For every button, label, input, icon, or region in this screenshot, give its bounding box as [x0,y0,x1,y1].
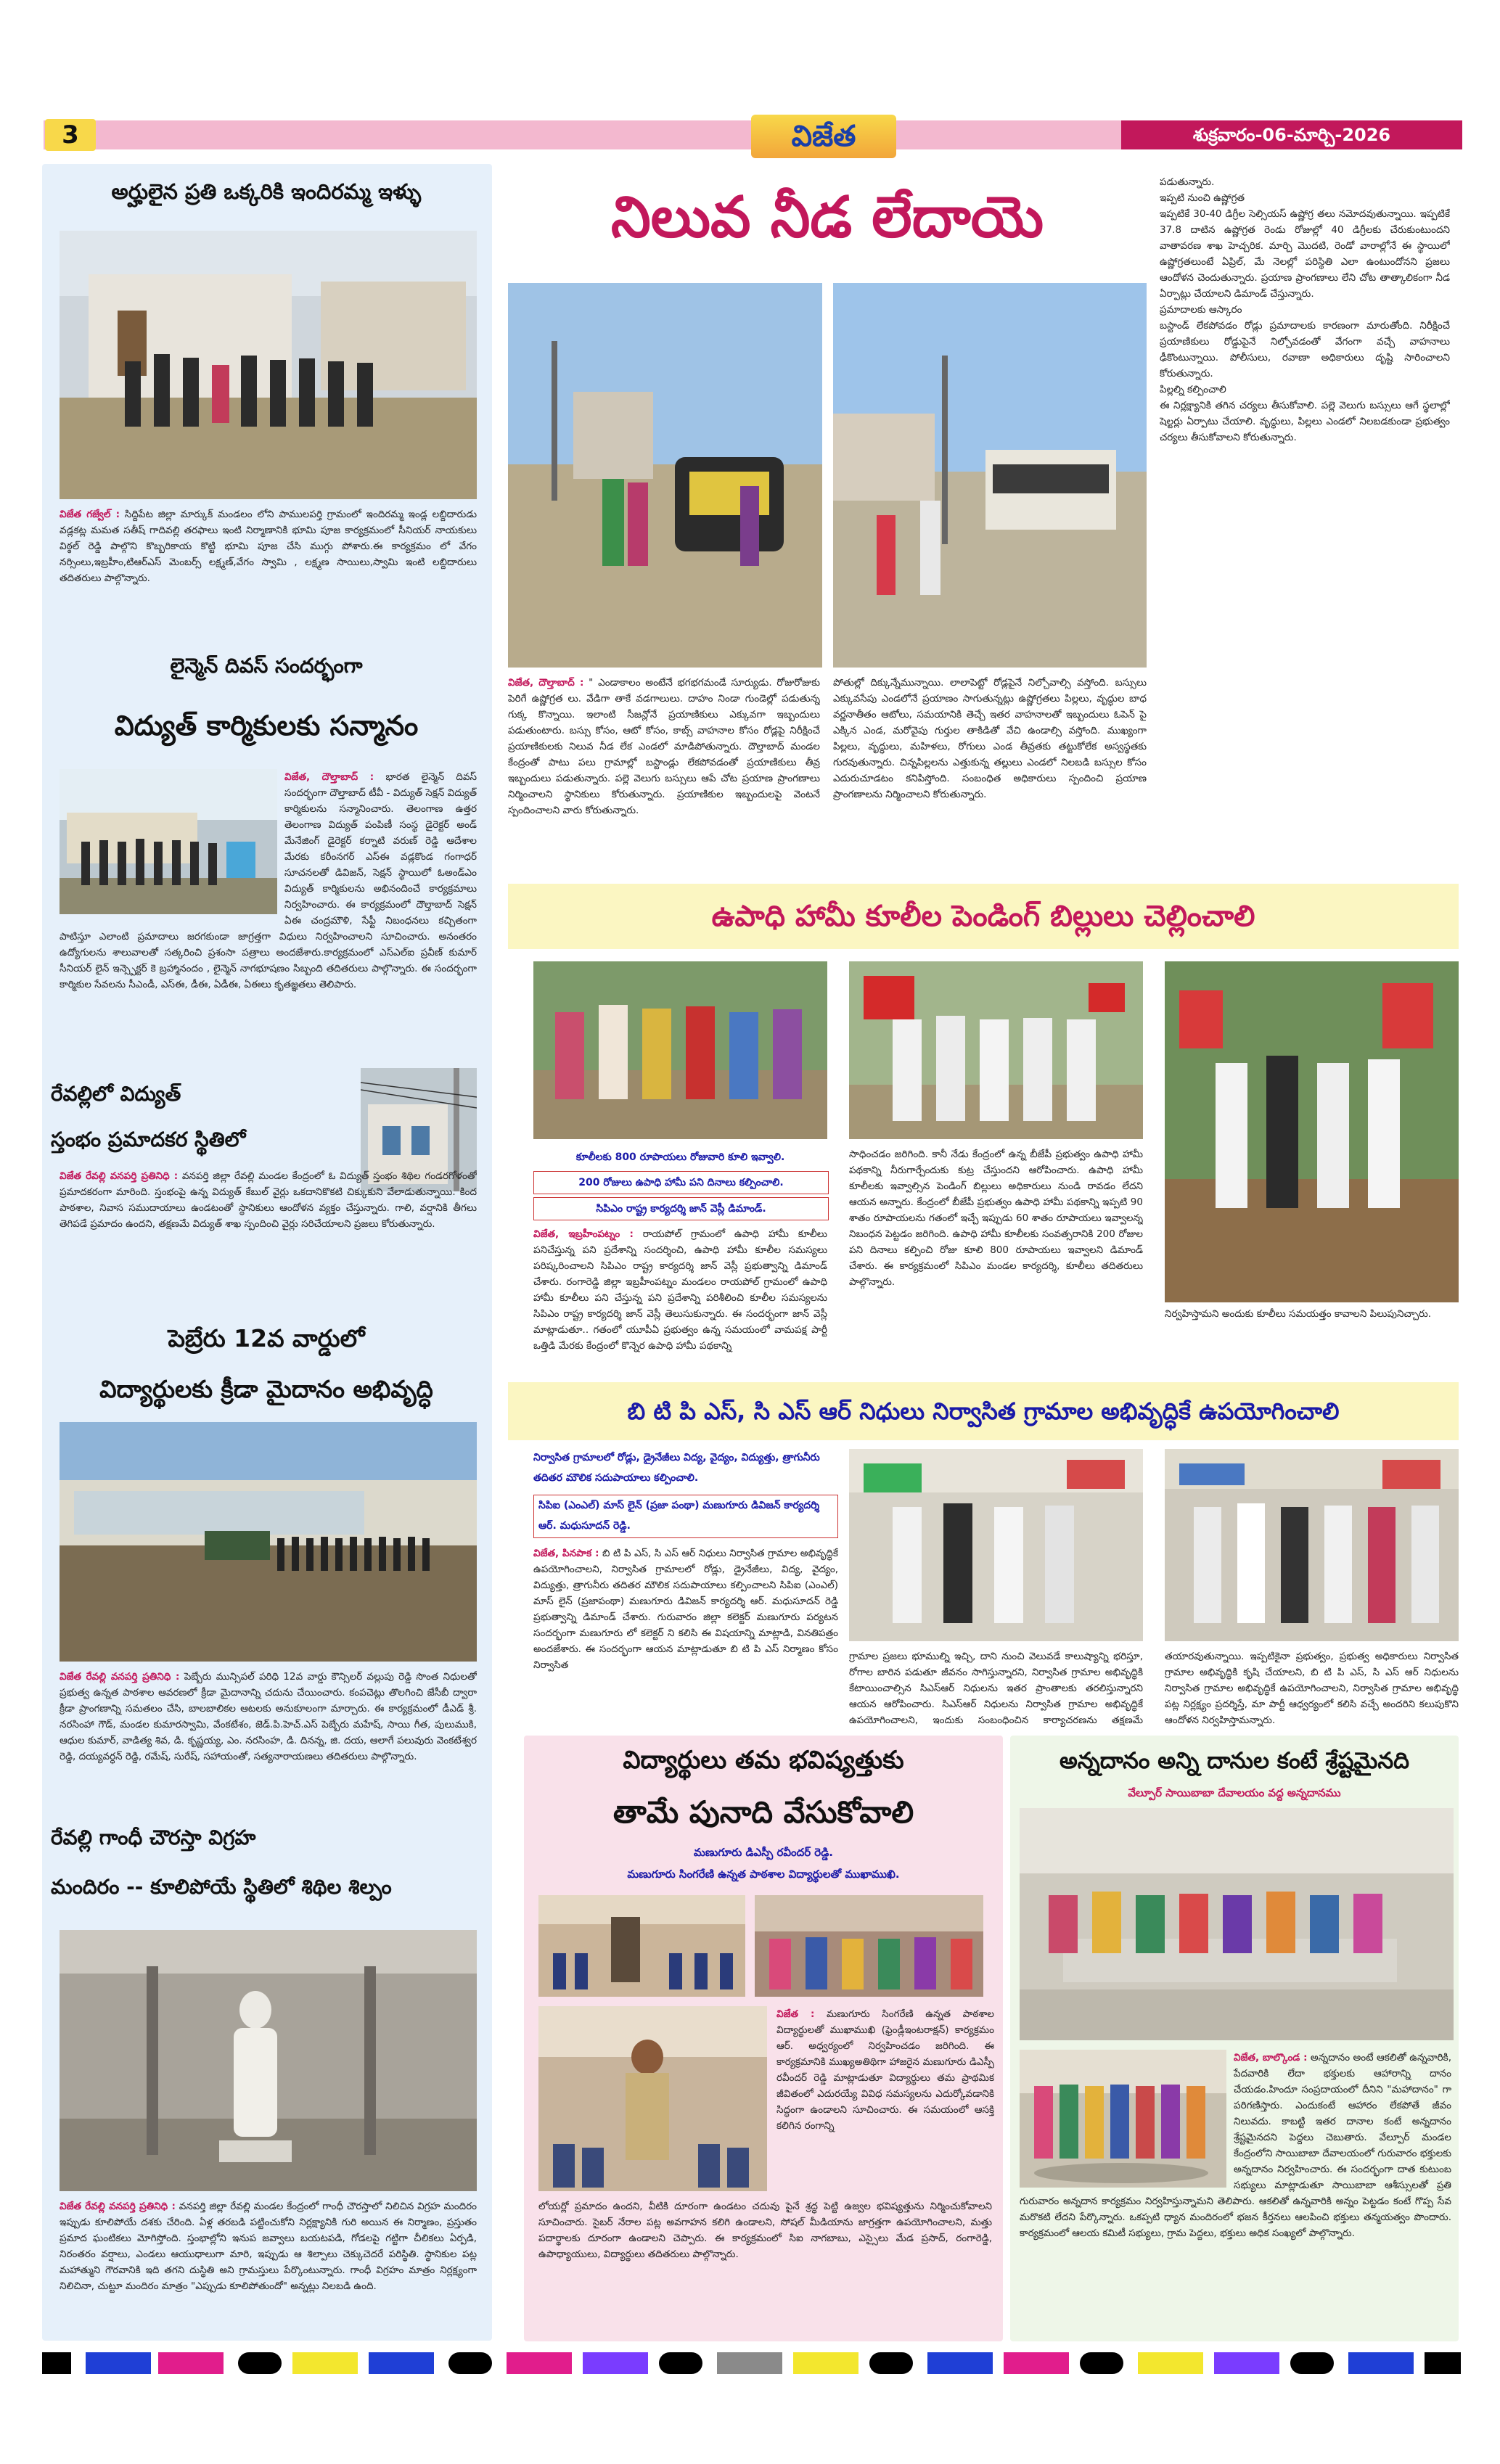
story3-body [60,1168,477,1313]
logo-text: విజేత [791,120,856,153]
upadhi-banner [508,884,1459,949]
lead-col3: పడుతున్నారు. ఇప్పటి నుంచి ఉష్ణోగ్రత ఇప్పటికే 30-40 డిగ్రీల సెల్సియస్ ఉష్ణోగ్ర తలు నమోదవుతున్నాయి. ఇప్పటికే 37.8 దాటిన ఉష్ణోగ్రత రెండు రోజుల్లో 40 డిగ్రీలకు చేరుకుంటుందని వాతావరణ శాఖ హెచ్చరిక. మార్చి మొదటి, రెండో వారాల్లోనే ఈ స్థాయిలో ఉష్ణోగ్రతలుంటే ఏప్రిల్, మే నెలల్లో పరిస్థితి ఎలా ఉంటుందోనని ప్రజలు ఆందోళన చెందుతున్నారు. ప్రయాణ ప్రాంగణాలు లేని చోట తాత్కాలికంగా నీడ ఏర్పాట్లు చేయాలని డిమాండ్ చేస్తున్నారు. ప్రమాదాలకు ఆస్కారం బస్టాండ్ లేకపోవడం రోడ్లు ప్రమాదాలకు కారణంగా మారుతోంది. నిరీక్షించే ప్రయాణికులు రోడ్డుపైనే నిల్చోవడంతో వేగంగా వచ్చే వాహనాలు ఢీకొంటున్నాయి. పోలీసులు, రవాణా అధికారులు దృష్టి సారించాలని కోరుతున్నారు. పిల్లల్ని కల్పించాలి ఈ నిర్లక్ష్యానికి తగిన చర్యలు తీసుకోవాలి. పల్లె వెలుగు బస్సులు ఆగే స్థలాల్లో షెల్టర్లు ఏర్పాటు చేయాలి. వృద్ధులు, పిల్లలు ఎండలో నిలబడకుండా ప్రభుత్వం చర్యలు తీసుకోవాలని కోరుతున్నారు. [1160,176,1450,443]
upadhi-col1 [533,1226,827,1368]
upadhi-col1-text: రాయపోల్ గ్రామంలో ఉపాధి హామీ కూలీలు పనిచేస్తున్న పని ప్రదేశాన్ని సందర్శించి, ఉపాధి హామీ కూలీల సమస్యలు పరిష్కరించాలని సిపిఎం రాష్ట్ర కార్యదర్శి జాన్ వెస్లీ ప్రభుత్వాన్ని డిమాండ్ చేశారు. రంగారెడ్డి జిల్లా ఇబ్రహీంపట్నం మండలం రాయపోల్ గ్రామంలో ఉపాధి హామీ కూలీలు పని చేస్తున్న పని ప్రదేశాన్ని పరిశీలించి కూలీల సమస్యలను సిపిఎం రాష్ట్ర కార్యదర్శి జాన్ వెస్లీ తెలుసుకున్నారు. ఈ సందర్భంగా జాన్ వెస్లీ మాట్లాడుతూ.. గతంలో యూపీఏ ప్రభుత్వం ఉన్న సమయంలో వామపక్ష పార్టీ ఒత్తిడి మేరకు కేంద్రంలో కొన్నెర ఉపాధి హామీ పథకాన్ని [533,1228,827,1352]
annadanam-body [1020,2050,1451,2336]
story5-headline-1: రేవల్లి గాంధీ చౌరస్తా విగ్రహ [51,1826,256,1849]
students-bottom: లోయర్లో ప్రమాదం ఉందని, వీటికి దూరంగా ఉండటం చదువు పైనే శ్రద్ధ పెట్టి ఉజ్వల భవిష్యత్తును నిర్మించుకోవాలని సూచించారు. సైబర్ నేరాల పట్ల అవగాహన కలిగి ఉండాలని, సోషల్ మీడియాను జాగ్రత్తగా ఉపయోగించాలని, మత్తు పదార్థాలకు దూరంగా ఉండాలని చెప్పారు. ఈ కార్యక్రమంలో సిఐ నాగబాబు, ఎస్సైలు మేడ ప్రసాద్, రంగారెడ్డి, ఉపాధ్యాయులు, విద్యార్థులు తదితరులు పాల్గొన్నారు. [538,2201,992,2260]
story4-text: పెబ్బేరు మున్సిపల్ పరిధి 12వ వార్డు కౌన్సిలర్ వల్లుపు రెడ్డి సొంత నిధులతో ప్రభుత్వ ఉన్నత పాఠశాల ఆవరణలో క్రీడా మైదానాన్ని చదును చేయించారు. కంపచెట్లు తొలగించి జేసీబీ ద్వారా క్రీడా ప్రాంగణాన్ని సమతలం చేసి, బాలబాలికల ఆటలకు అనుకూలంగా మార్చారు. ఈ కార్యక్రమంలో డీఎడ్ శ్రీ. నరసింహా గౌడ్, మండల కుమారస్వామి, వేంకటేశం, జెడ్.పి.హెచ్.ఎస్ పెబ్బేరు మహేష్, సాయి గీత, పులుముకి, ఆధుల కుమార్, వాడిత్య శివ, డి. కృష్ణయ్య, ఎం. నరసింహ, డి. దినన్న, జి. దయ, ఆలాగే పలువురు వెంకటేశ్వర రెడ్డి, దయ్యవర్ధన్ రెడ్డి, రమేష్, సురేష్, సహాయంతో, సత్యనారాయణలు తదితరులు పాల్గొన్నారు. [60,1671,477,1762]
students-photo-1 [538,1895,745,1997]
annadanam-dateline: విజేత, బాల్కొండ : [1234,2052,1308,2063]
story5-photo [60,1930,477,2191]
lead-photo-2 [833,283,1147,668]
masthead-logo [751,115,896,158]
students-sub-1: మణుగూరు డిఎస్పీ రవీందర్ రెడ్డి. [693,1846,834,1859]
story4-headline-1: పెబ్రేరు 12వ వార్డులో [168,1324,365,1352]
story2-text: భారత లైన్మెన్ దివస్ సందర్భంగా దౌల్తాబాద్ టీవీ - విద్యుత్ సెక్షన్ విద్యుత్ కార్మికులను సన్మానించారు. తెలంగాణ ఉత్తర తెలంగాణ విద్యుత్ పంపిణీ సంస్థ డైరెక్టర్ అండ్ మేనేజింగ్ డైరెక్టర్ కర్నాటి వరుణ్ రెడ్డి ఆదేశాల మేరకు కరీంనగర్ ఎస్ఈ వడ్లకొండ గంగాధర్ సూచనలతో డివిజన్, సెక్షన్ స్థాయిలో ఓఅండ్ఎం విద్యుత్ కార్మికులను అభినందించే కార్యక్రమాలు నిర్వహించారు. ఈ కార్యక్రమంలో దౌల్తాబాద్ సెక్షన్ ఏఈ చంద్రమౌళి, సేఫ్టీ నిబంధనలు కచ్చితంగా పాటిస్తూ ఎలాంటి ప్రమాదాలు జరగకుండా జాగ్రత్తగా విధులు నిర్వహించాలని సూచించారు. అనంతరం ఉద్యోగులను శాలువాలతో సత్కరించి ప్రశంసా పత్రాలు అందజేశారు.కార్యక్రమంలో ఎస్ఎల్ఐ ప్రవీణ్ కుమార్ సీనియర్ లైన్ ఇన్స్పెక్టర్ కె బ్రహ్మానందం , లైన్మెన్ నాగభూషణం సిబ్బంది తదితరులు పాల్గొన్నారు. ఈ సందర్భంగా కార్మికుల సేవలను సీఎండీ, ఎస్ఈ, డీఈ, ఏడీఈ, ఏఈలు కృతజ్ఞతలు తెలిపారు. [60,771,477,990]
lead-photo-1 [508,283,822,668]
story4-body [60,1669,477,1814]
story2-headline-2: విద్యుత్ కార్మికులకు సన్మానం [114,710,419,742]
story2-photo-spacer [60,769,284,918]
upadhi-photo-2 [849,961,1143,1139]
lead-col1-text: " ఎండాకాలం అంటేనే భగభగమండే సూర్యుడు. రోజురోజుకు పెరిగే ఉష్ణోగ్రత లు. వేడిగా తాకే వడగాలులు. దాహం నిండా గుండెల్లో పడుతున్న గుక్క కొన్నాయి. ఇలాంటి సీజన్లోనే ప్రయాణికులు ఎక్కువగా ఇబ్బందులు పడుతుంటారు. బస్సు కోసం, ఆటో కోసం, కాబ్స్ వాహనాల కోసం రోడ్లపై నిరీక్షించే ప్రయాణికులకు నిలువ నీడ లేక ఎండలో మాడిపోతున్నారు. దౌల్తాబాద్ మండల కేంద్రంతో పాటు పలు గ్రామాల్లో బస్టాండ్లు లేకపోవడంతో ప్రయాణికులు తీవ్ర ఇబ్బందులు పడుతున్నారు. పల్లె వెలుగు బస్సులు ఆపే చోట ప్రయాణ ప్రాంగణాలు నిర్మించాలని స్థానికులు కోరుతున్నారు. ప్రయాణికుల ఇబ్బందులపై వెంటనే స్పందించాలని వారు కోరుతున్నారు. [508,677,820,816]
lead-dateline: విజేత, దౌల్తాబాద్ : [508,677,584,689]
btps-caption-1: నిర్వాసిత గ్రామాలలో రోడ్లు, డ్రైనేజీలు విద్య, వైద్యం, విద్యుత్తు, త్రాగునీరు తదితర మౌలిక సదుపాయాలు కల్పించాలి. [533,1452,820,1484]
story1-dateline: విజేత గజ్వేల్ : [60,509,120,520]
btps-col1-text: బి టి పి ఎస్, సి ఎస్ ఆర్ నిధులు నిర్వాసిత గ్రామాల అభివృద్ధికే ఉపయోగించాలని, నిర్వాసిత గ్రామాలలో రోడ్లు, డ్రైనేజీలు, విద్య, వైద్యం, విద్యుత్తు, త్రాగునీరు తదితర మౌలిక సదుపాయాలు కల్పించాలని సిపిఐ (ఎంఎల్) మాస్ లైన్ (ప్రజాపంథా) మణుగూరు డివిజన్ కార్యదర్శి ఆర్. మధుసూదన్ రెడ్డి ప్రభుత్వాన్ని డిమాండ్ చేశారు. గురువారం జిల్లా కలెక్టర్ మణుగూరు పర్యటన సందర్భంగా మణుగూరు లో కలెక్టర్ ని కలిసి ఈ విషయాన్ని మాట్లాడి, వినతిపత్రం అందజేశారు. ఈ సందర్భంగా ఆయన మాట్లాడుతూ బి టి పి ఎస్ నిర్మాణం కోసం నిర్వాసిత [533,1548,838,1671]
story2-headline-1: లైన్మెన్ దివస్ సందర్భంగా [170,654,363,678]
upadhi-col3: నిర్వహిస్తామని అందుకు కూలీలు సమయత్తం కావాలని పిలుపునిచ్చారు. [1165,1308,1432,1320]
annadanam-photo-1 [1020,1808,1454,2040]
students-dateline: విజేత : [776,2008,815,2020]
upadhi-banner-text: ఉపాధి హామీ కూలీల పెండింగ్ బిల్లులు చెల్లించాలి [711,900,1255,933]
students-photo-3 [538,2006,767,2191]
btps-caption-2: సిపిఐ (ఎంఎల్) మాస్ లైన్ (ప్రజా పంథా) మణుగూరు డివిజన్ కార్యదర్శి ఆర్. మధుసూదన్ రెడ్డి. [533,1495,838,1538]
story4-dateline: విజేత రేవల్లి వనపర్తి ప్రతినిధి : [60,1671,180,1683]
btps-col3: తయారవుతున్నాయి. ఇప్పటికైనా ప్రభుత్వం, ప్రభుత్వ అధికారులు నిర్వాసిత గ్రామాల అభివృద్ధికి కృషి చేయాలని, బి టి పి ఎస్, సి ఎస్ ఆర్ నిధులను నిర్వాసిత గ్రామాల అభివృద్ధికే ఉపయోగించాలని, నిర్వాసిత గ్రామాల అభివృద్ధి పట్ల నిర్లక్ష్యం ప్రదర్శిస్తే, మా పార్టీ ఆధ్వర్యంలో కలిసి వచ్చే అందరిని కలుపుకొని ఆందోళన నిర్వహిస్తామన్నారు. [1165,1651,1459,1726]
upadhi-caption-3: సిపిఎం రాష్ట్ర కార్యదర్శి జాన్ వెస్లీ డిమాండ్. [533,1197,829,1220]
date-line: శుక్రవారం-06-మార్చి-2026 [1121,120,1462,149]
story1-headline: అర్హులైన ప్రతి ఒక్కరికి ఇందిరమ్మ ఇళ్ళు [111,179,422,204]
story4-headline-2: విద్యార్థులకు క్రీడా మైదానం అభివృద్ధి [99,1375,433,1403]
annadanam-text: అన్నదానం అంటే ఆకలితో ఉన్నవారికి, పేదవారికి లేదా భక్తులకు ఆహారాన్ని దానం చేయడం.హిందూ సంప్రదాయంలో దీనిని "మహాదానం" గా పరిగణిస్తారు. ఎందుకంటే ఆహారం లేకపోతే జీవం నిలువదు. కాబట్టి ఇతర దానాల కంటే అన్నదానం శ్రేష్టమైనదని పెద్దలు చెబుతారు. వేల్పూర్ మండల కేంద్రంలోని సాయిబాబా దేవాలయంలో గురువారం భక్తులకు అన్నదానం నిర్వహించారు. ఈ సందర్భంగా దాత కుటుంబ సభ్యులు మాట్లాడుతూ సాయిబాబా ఆశీస్సులతో ప్రతి గురువారం అన్నదాన కార్యక్రమం నిర్వహిస్తున్నామని తెలిపారు. ఆకలితో ఉన్నవారికి అన్నం పెట్టడం కంటే గొప్ప సేవ మరొకటి లేదని పేర్కొన్నారు. ఒకప్పటి ధ్యాన మందిరంలో భజన కీర్తనలు ఆలపించి భక్తులు తన్మయత్వం పొందారు. కార్యక్రమంలో ఆలయ కమిటీ సభ్యులు, గ్రామ పెద్దలు, భక్తులు అధిక సంఖ్యలో పాల్గొన్నారు. [1020,2052,1451,2239]
btps-dateline: విజేత, పినపాక : [533,1548,599,1559]
students-headline-1: విద్యార్థులు తమ భవిష్యత్తుకు [623,1746,904,1775]
annadanam-sub: వేల్పూర్ సాయిబాబా దేవాలయం వద్ద అన్నదానము [1128,1786,1341,1799]
story2-body [60,769,477,1081]
story3-headline-2: స్తంభం ప్రమాదకర స్థితిలో [51,1128,246,1151]
upadhi-dateline: విజేత, ఇబ్రహీంపట్నం : [533,1228,634,1240]
story5-dateline: విజేత రేవల్లి వనపర్తి ప్రతినిధి : [60,2201,176,2212]
story2-dateline: విజేత, దౌల్తాబాద్ : [284,771,374,783]
lead-col2: పోతుల్లో దిక్కున్నేమున్నాయి. లాలాపెట్టో రోడ్లపైనే నిల్చోవాల్సి వస్తోంది. బస్సులు ఎక్కువసేపు ఎండలోనే ప్రయాణం సాగుతున్నట్లు ఉష్ణోగ్రతలు పిల్లలు, వృద్ధుల బాధ వర్ణనాతీతం ఆటోలు, సమయానికి తెచ్చే ఇతర వాహనాలతో ఇబ్బందులు ఓపెన్ పై ఎక్కిన ఎండ, మరోవైపు గుర్తుల తాకిడితో వేచి ఉండాల్సి వస్తోంది. ముఖ్యంగా పిల్లలు, వృద్ధులు, మహిళలు, రోగులు ఎండ తీవ్రతకు తట్టుకోలేక అస్వస్థతకు గురవుతున్నారు. చిన్నపిల్లలను ఎత్తుకున్న తల్లులు ఎండలో నిలబడి బస్సుల కోసం ఎదురుచూడటం కనిపిస్తోంది. సంబంధిత అధికారులు స్పందించి ప్రయాణ ప్రాంగణాలను నిర్మించాలని కోరుతున్నారు. [833,677,1147,800]
lead-headline: నిలువ నీడ లేదాయె [610,184,1044,250]
story3-headline-1: రేవల్లిలో విద్యుత్ [51,1082,181,1106]
upadhi-photo-1 [533,961,827,1139]
story3-text: వనపర్తి జిల్లా రేవల్లి మండల కేంద్రంలో ఓ విద్యుత్ స్తంభం శిథిల గండరగోళంతో ప్రమాదకరంగా మారింది. స్తంభంపై ఉన్న విద్యుత్ కేబుల్ వైర్లు ఒకదానికొకటి చిక్కుకుని వేలాడుతున్నాయి. కింద పాఠశాల, నివాస సముదాయాలు ఉండటంతో స్థానికులు ఆందోళన వ్యక్తం చేస్తున్నారు. గాలి, వర్షానికి తీగలు తెగిపడే ప్రమాదం ఉందని, తక్షణమే విద్యుత్ శాఖ స్పందించి వైర్లు సరిచేయాలని ప్రజలు కోరుతున్నారు. [60,1170,477,1230]
students-headline-2: తామే పునాది వేసుకోవాలి [612,1794,914,1830]
masthead [0,0,1500,163]
story1-body [60,506,477,630]
btps-banner-text: బి టి పి ఎస్, సి ఎస్ ఆర్ నిధులు నిర్వాసిత గ్రామాల అభివృద్ధికే ఉపయోగించాలి [627,1397,1340,1425]
btps-banner [508,1382,1459,1440]
lead-col1 [508,675,820,871]
story5-body [60,2198,477,2333]
students-side [776,2006,994,2191]
btps-col1 [533,1545,838,1727]
upadhi-caption-1: కూలీలకు 800 రూపాయలు రోజువారి కూలి ఇవ్వాలి. [575,1151,785,1163]
story1-text: సిద్దిపేట జిల్లా మార్కుక్ మండలం లోని పాములపర్తి గ్రామంలో ఇందిరమ్మ ఇండ్ల లబ్దిదారుడు వడ్లకట్ల మమత సతీష్ గాదివల్లి తరఫాలు ఇంటి నిర్మాణానికి భూమి పూజ కార్యక్రమంలో సీనియర్ నాయకులు విఠ్ఠల్ రెడ్డి పాల్గొని కొబ్బరికాయ కొట్టి భూమి పూజ చేసి ముగ్గు పోశారు.ఈ కార్యక్రమం లో వేగం నర్సింలు,ఇబ్రహీం,టిఆర్ఎస్ మెంబర్స్ లక్ష్మణ్,వేగం స్వామి , లక్ష్మణ సాయిలు,స్వామి ఇంటి లబ్దిదారులు తదితరులు పాల్గొన్నారు. [60,509,477,584]
annadanam-headline: అన్నదానం అన్ని దానుల కంటే శ్రేష్టమైనది [1059,1748,1409,1774]
story3-dateline: విజేత రేవల్లి వనపర్తి ప్రతినిధి : [60,1170,179,1182]
color-registration-bar [42,2352,1461,2374]
upadhi-photo-3 [1165,961,1459,1302]
btps-photo-2 [1165,1449,1459,1641]
story5-text: వనపర్తి జిల్లా రేవల్లి మండల కేంద్రంలో గాంధీ చౌరస్తాలో నిలిచిన విగ్రహ మందిరం ఇప్పుడు కూలిపోయే దశకు చేరింది. ఏళ్ల తరబడి పట్టించుకోని నిర్లక్ష్యానికి గురి అయిన ఈ నిర్మాణం, ప్రస్తుతం ప్రమాద ఘంటికలు మోగిస్తోంది. స్తంభాల్లోని ఇనుప జవ్వాలు బయటపడి, గోడలపై గట్టిగా చీలికలు ఏర్పడి, నిరంతరం వర్షాలు, ఎండలు ఆయుధాలుగా మారి, ఇప్పుడు ఆ శిల్పాలు చెక్కుచెదరే పరిస్థితి. స్థానికుల పట్ల మహాత్ముని గౌరవానికి ఇది తగని దుస్థితి అని గ్రామస్తులు పేర్కొంటున్నారు. గాంధీ విగ్రహం మాత్రం నిర్లక్ష్యంగా నిలిచినా, చుట్టూ మందిరం మాత్రం "ఎప్పుడు కూలిపోతుందో" అన్నట్లు నిలబడి ఉంది. [60,2201,477,2292]
story5-headline-2: మందిరం -- కూలిపోయే స్థితిలో శిథిల శిల్పం [51,1875,392,1899]
annadanam-photo-spacer [1020,2050,1234,2191]
students-side-text: మణుగూరు సింగరేణి ఉన్నత పాఠశాల విద్యార్థులతో ముఖాముఖి (ఫ్రెండ్లీఇంటరాక్షన్) కార్యక్రమం ఆర్. అధ్వర్యంలో నిర్వహించడం జరిగింది. ఈ కార్యక్రమానికి ముఖ్యఅతిథిగా హాజరైన మణుగూరు డిఎస్పీ రవీందర్ రెడ్డి మాట్లాడుతూ విద్యార్థులు తమ ప్రాథమిక జీవితంలో ఎదురయ్యే వివిధ సమస్యలను ఎదుర్కోవడానికి సిద్ధంగా ఉండాలని సూచించారు. ఈ సమయంలో ఆసక్తి కలిగిన రంగాన్ని [776,2008,994,2132]
page-number: 3 [45,119,96,151]
story1-photo [60,231,477,499]
students-photo-2 [755,1895,983,1997]
btps-photo-1 [849,1449,1143,1641]
btps-col2: గ్రామాల ప్రజలు భూముల్ని ఇచ్చి, దాని నుంచి వెలువడే కాలుష్యాన్ని భరిస్తూ, రోగాల బారిన పడుతూ జీవనం సాగిస్తున్నారని, నిర్వాసిత గ్రామాల అభివృద్ధికి కేటాయించాల్సిన సిఎస్ఆర్ నిధులను ఇతర ప్రాంతాలకు తరలిస్తున్నారని ఆయన ఆరోపించారు. సిఎస్ఆర్ నిధులను నిర్వాసిత గ్రామాల అభివృద్ధికే ఉపయోగించాలని, ఇందుకు సంబంధించిన కార్యాచరణను తక్షణమే [849,1651,1143,1726]
upadhi-caption-2: 200 రోజులు ఉపాధి హామీ పని దినాలు కల్పించాలి. [533,1171,829,1194]
upadhi-col2: సాధించడం జరిగింది. కానీ నేడు కేంద్రంలో ఉన్న బీజేపీ ప్రభుత్వం ఉపాధి హామీ పథకాన్ని నీరుగార్చేందుకు కుట్ర చేస్తుందని ఆరోపించారు. ఉపాధి హామీ కూలీలకు ఇవ్వాల్సిన పెండింగ్ బిల్లులు అధికారులు నుండి రావడం లేదని ఆయన అన్నారు. కేంద్రంలో బీజేపీ ప్రభుత్వం ఉపాధి హామీ పథకాన్ని ఇప్పటి 90 శాతం రూపాయలను గతంలో ఇచ్చే ఇప్పుడు 60 శాతం రూపాయలు ఇవ్వాలన్న నిబంధన పెట్టడం జరిగింది. ఉపాధి హామీ కూలీలకు సంవత్సరానికి 200 రోజుల పని దినాలు కల్పించి రోజు కూలి 800 రూపాయలు ఇవ్వాలని డిమాండ్ చేశారు. ఈ కార్యక్రమంలో సిపిఎం మండల కార్యదర్శి, కూలీలు తదితరులు పాల్గొన్నారు. [849,1149,1143,1288]
story4-photo [60,1422,477,1662]
students-sub-2: మణుగూరు సింగరేణి ఉన్నత పాఠశాల విద్యార్థులతో ముఖాముఖి. [627,1868,900,1881]
